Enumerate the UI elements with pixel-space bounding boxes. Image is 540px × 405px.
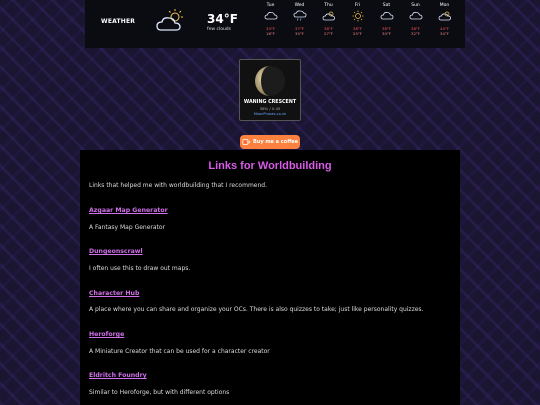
- moon-icon: [253, 64, 287, 98]
- cloud-icon: [380, 10, 394, 22]
- weather-label: WEATHER: [101, 18, 136, 25]
- partly-cloudy-icon: [438, 10, 452, 22]
- link-heroforge[interactable]: Heroforge: [89, 331, 125, 338]
- weather-widget: [85, 0, 465, 48]
- link-azgaar-map-generator[interactable]: Azgaar Map Generator: [89, 207, 168, 214]
- partly-cloudy-icon: [322, 10, 336, 22]
- cloud-icon: [264, 10, 278, 22]
- forecast-days: [256, 2, 459, 36]
- moon-illumination: 38% / 0.45: [259, 106, 281, 111]
- forecast-day: Fri 38°F 25°F: [343, 2, 372, 36]
- forecast-day: Sat 38°F 30°F: [372, 2, 401, 36]
- current-temperature: 34°F: [207, 12, 238, 26]
- page-title: Links for Worldbuilding: [208, 160, 332, 172]
- link-description: A place where you can share and organize your OCs. There is also quizzes to take; just like personality quizzes.: [89, 306, 424, 313]
- link-eldritch-foundry[interactable]: Eldritch Foundry: [89, 372, 147, 379]
- link-description: A Miniature Creator that can be used for a character creator: [89, 348, 270, 355]
- cloud-rain-icon: [293, 10, 307, 22]
- link-character-hub[interactable]: Character Hub: [89, 290, 140, 297]
- link-description: Similar to Heroforge, but with different options: [89, 389, 230, 396]
- coffee-cup-icon: [242, 138, 250, 146]
- link-description: A Fantasy Map Generator: [89, 224, 166, 231]
- moon-phase-name: WANING CRESCENT: [243, 100, 297, 105]
- coffee-label: Buy me a coffee: [252, 139, 299, 145]
- intro-text: Links that helped me with worldbuilding that I recommend.: [89, 182, 267, 189]
- forecast-day: Tue 34°F 16°F: [256, 2, 285, 36]
- current-condition: few clouds: [207, 27, 231, 32]
- partly-cloudy-icon: [155, 8, 187, 34]
- main-content: [80, 150, 460, 405]
- buy-me-a-coffee-button[interactable]: [240, 135, 300, 149]
- link-description: I often use this to draw out maps.: [89, 265, 191, 272]
- forecast-day: Wed 37°F 30°F: [285, 2, 314, 36]
- sun-icon: [351, 10, 365, 22]
- forecast-day: Sun 38°F 32°F: [401, 2, 430, 36]
- forecast-day: Mon 44°F 34°F: [430, 2, 459, 36]
- link-dungeonscrawl[interactable]: Dungeonscrawl: [89, 248, 143, 255]
- moon-phase-widget[interactable]: [239, 59, 301, 121]
- forecast-day: Thu 38°F 27°F: [314, 2, 343, 36]
- moon-source-link[interactable]: MoonPhases.co.uk: [253, 112, 287, 116]
- cloud-icon: [409, 10, 423, 22]
